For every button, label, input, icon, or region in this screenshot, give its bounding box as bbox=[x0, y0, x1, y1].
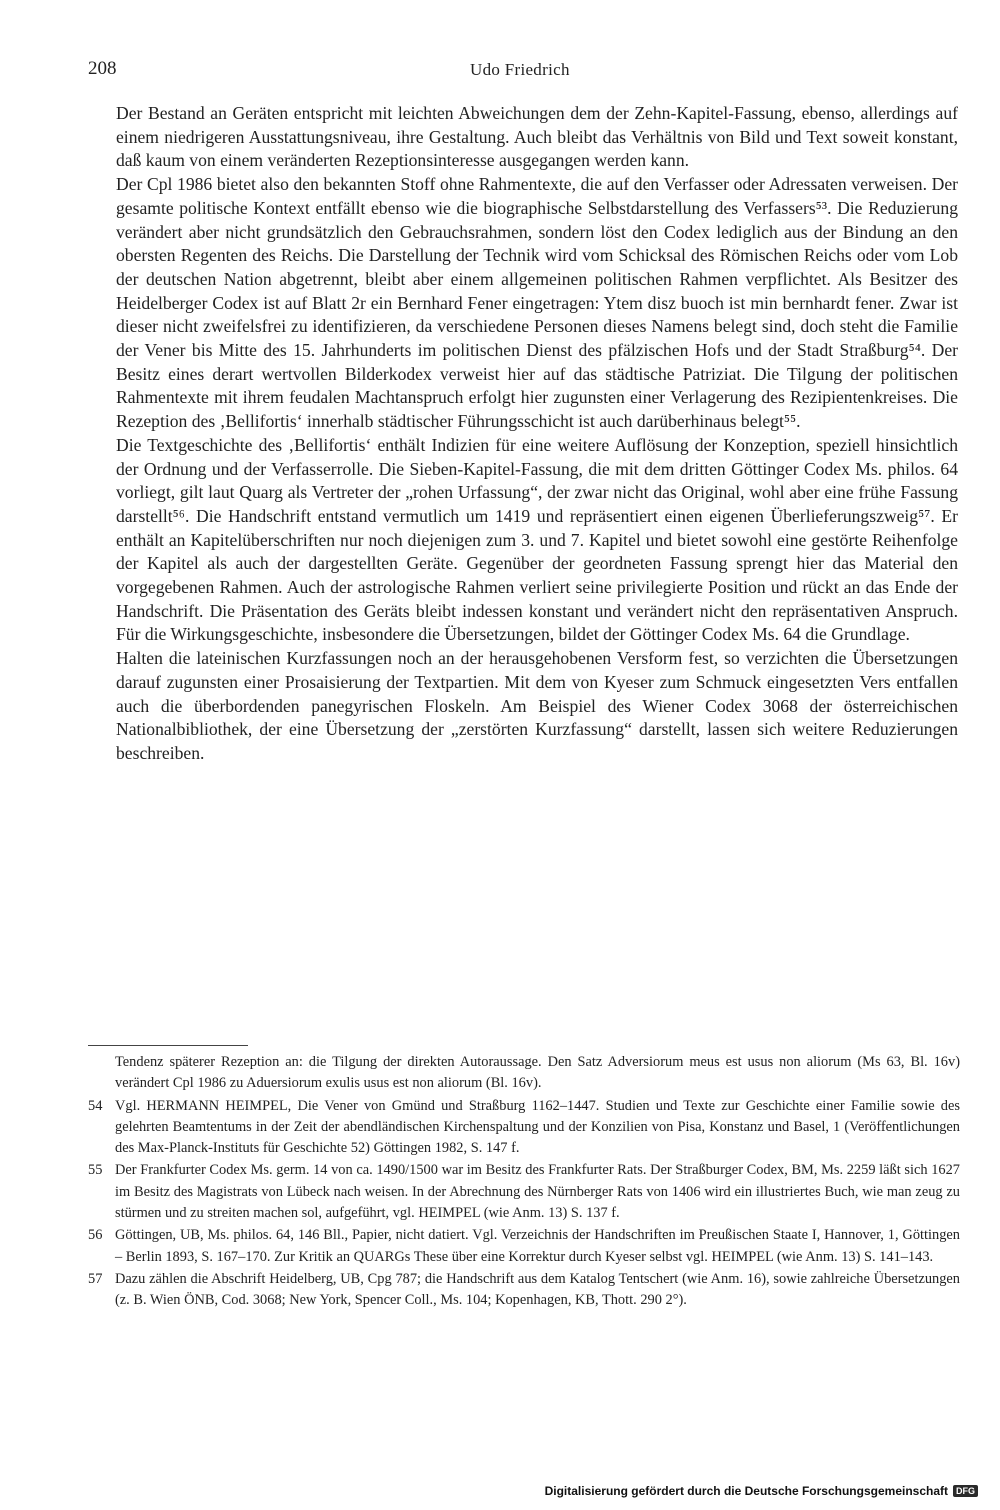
footnote bbox=[88, 1096, 960, 1160]
footnote-number: 57 bbox=[88, 1270, 103, 1287]
footnote-text: Der Frankfurter Codex Ms. germ. 14 von ca. 1490/1500 war im Besitz des Frankfurter Rats. Der Straßburger Codex, BM, Ms. 2259 läßt sich 1627 im Besitz des Magistrats von Lübeck nach weisen. In der Abrechnung des Nürnberger Rats von 1406 wird ein illustriertes Buch, wie man zeug zu stürmen und zu streiten machen sol, aufgeführt, vgl. HEIMPEL (wie Anm. 13) S. 137 f. bbox=[115, 1162, 960, 1222]
paragraph: Halten die lateinischen Kurzfassungen noch an der herausgehobenen Versform fest, so verzichten die Übersetzungen darauf zugunsten einer Prosaisierung der Textpartien. Mit dem von Kyeser zum Schmuck eingesetzten Vers entfallen auch die überbordenden panegyrischen Floskeln. Am Beispiel des Wiener Codex 3068 der österreichischen Nationalbibliothek, der eine Übersetzung der „zerstörten Kurzfassung“ darstellt, lassen sich weitere Reduzierungen beschreiben. bbox=[116, 648, 958, 763]
footnote bbox=[88, 1052, 960, 1095]
main-text bbox=[116, 102, 958, 766]
paragraph: Die Textgeschichte des ‚Bellifortis‘ enthält Indizien für eine weitere Auflösung der Konzeption, speziell hinsichtlich der Ordnung und der Verfasserrolle. Die Sieben-Kapitel-Fassung, die mit dem dritten Göttinger Codex Ms. philos. 64 vorliegt, gilt laut Quarg als Vertreter der „rohen Urfassung“, der zwar nicht das Original, wohl aber eine frühe Fassung darstellt⁵⁶. Die Handschrift entstand vermutlich um 1419 und repräsentiert einen eigenen Überlieferungszweig⁵⁷. Er enthält an Kapitelüberschriften nur noch diejenigen zum 3. und 7. Kapitel und bietet sowohl eine gestörte Reihenfolge der Kapitel als auch der dargestellten Geräte. Gegenüber der geordneten Fassung sprengt hier das Material den vorgegebenen Rahmen. Auch der astrologische Rahmen verliert seine privilegierte Position und rückt an das Ende der Handschrift. Die Präsentation des Geräts bleibt indessen konstant und verändert nicht den repräsentativen Anspruch. Für die Wirkungsgeschichte, insbesondere die Übersetzungen, bildet der Göttinger Codex Ms. 64 die Grundlage. bbox=[116, 434, 958, 645]
footnote-text: Dazu zählen die Abschrift Heidelberg, UB, Cpg 787; die Handschrift aus dem Katalog Tentschert (wie Anm. 16), sowie zahlreiche Übersetzungen (z. B. Wien ÖNB, Cod. 3068; New York, Spencer Coll., Ms. 104; Kopenhagen, KB, Thott. 290 2°). bbox=[115, 1270, 960, 1309]
dfg-logo-icon: DFG bbox=[953, 1485, 978, 1497]
footnote bbox=[88, 1269, 960, 1312]
footnote-text: Göttingen, UB, Ms. philos. 64, 146 Bll., Papier, nicht datiert. Vgl. Verzeichnis der Handschriften im Preußischen Staate I, Hannover, 1, Göttingen – Berlin 1893, S. 167–170. Zur Kritik an QUARGs These über eine Korrektur durch Kyeser selbst vgl. HEIMPEL (wie Anm. 13) S. 141–143. bbox=[115, 1227, 960, 1265]
page-number: 208 bbox=[88, 58, 117, 79]
footnote-text: Tendenz späterer Rezeption an: die Tilgung der direkten Autoraussage. Den Satz Adversiorum meus est usus non aliorum (Ms 63, Bl. 16v) verändert Cpl 1986 zu Aduersiorum exulis usus est non aliorum (Bl. 16v). bbox=[115, 1054, 960, 1092]
footnote-number: 56 bbox=[88, 1227, 103, 1244]
footnote-number: 55 bbox=[88, 1162, 103, 1179]
running-head: Udo Friedrich bbox=[470, 60, 570, 79]
credit-text: Digitalisierung gefördert durch die Deutsche Forschungsgemeinschaft bbox=[544, 1484, 948, 1498]
paragraph: Der Cpl 1986 bietet also den bekannten Stoff ohne Rahmentexte, die auf den Verfasser oder Adressaten verweisen. Der gesamte politische Kontext entfällt ebenso wie die biographische Selbstdarstellung des Verfassers⁵³. Die Reduzierung verändert aber nicht grundsätzlich den Gebrauchsrahmen, sondern löst den Codex lediglich aus der Bindung an den obersten Regenten des Reichs. Die Darstellung der Technik wird vom Schicksal des Römischen Reichs oder vom Lob der deutschen Nation abgetrennt, bleibt aber einem allgemeinen politischen Rahmen verpflichtet. Als Besitzer des Heidelberger Codex ist auf Blatt 2r ein Bernhard Fener eingetragen: Ytem disz buoch ist min bernhardt fener. Zwar ist dieser nicht zweifelsfrei zu identifizieren, da verschiedene Personen dieses Namens belegt sind, doch steht die Familie der Vener bis Mitte des 15. Jahrhunderts im politischen Dienst des pfälzischen Hofs und der Stadt Straßburg⁵⁴. Der Besitz eines derart wertvollen Bilderkodex verweist hier auf das städtische Patriziat. Die Tilgung der politischen Rahmentexte mit ihrem feudalen Machtanspruch erfolgt hier zugunsten einer Verlagerung des Rezipientenkreises. Die Rezeption des ‚Bellifortis‘ innerhalb städtischer Führungsschicht ist auch darüberhinaus belegt⁵⁵. bbox=[116, 174, 958, 432]
footnote-separator bbox=[88, 1045, 248, 1046]
footnotes bbox=[88, 1052, 960, 1313]
footnote bbox=[88, 1225, 960, 1268]
footnote-number: 54 bbox=[88, 1097, 103, 1114]
paragraph: Der Bestand an Geräten entspricht mit leichten Abweichungen dem der Zehn-Kapitel-Fassung, ebenso, allerdings auf einem niedrigeren Ausstattungsniveau, ihre Gestaltung. Auch bleibt das Verhältnis von Bild und Text soweit konstant, daß kaum von einem veränderten Rezeptionsinteresse ausgegangen werden kann. bbox=[116, 103, 958, 171]
footnote-text: Vgl. HERMANN HEIMPEL, Die Vener von Gmünd und Straßburg 1162–1447. Studien und Texte zur Geschichte einer Familie sowie des gelehrten Beamtentums in der Zeit der abendländischen Kirchenspaltung und der Konzilien von Pisa, Konstanz und Basel, 1 (Veröffentlichungen des Max-Planck-Instituts für Geschichte 52) Göttingen 1982, S. 147 f. bbox=[115, 1097, 960, 1157]
footnote bbox=[88, 1160, 960, 1224]
digitization-credit bbox=[545, 1484, 978, 1498]
